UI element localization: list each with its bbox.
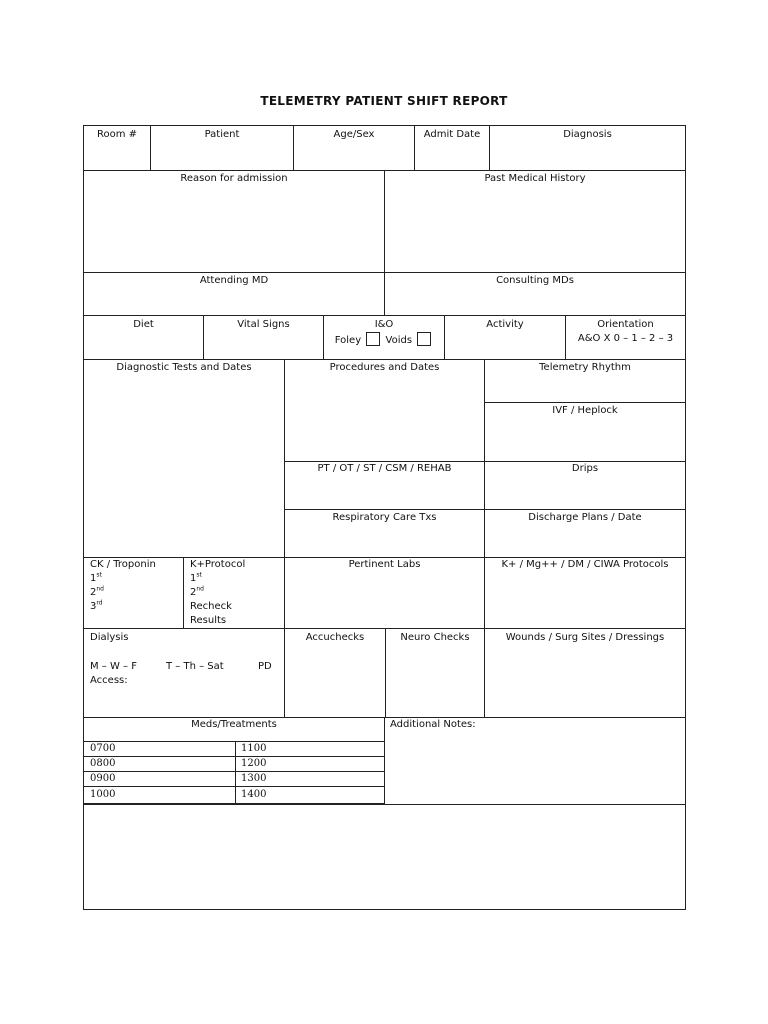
io-label: I&O bbox=[374, 319, 394, 330]
procedures-field[interactable] bbox=[284, 359, 485, 462]
attending-field[interactable] bbox=[83, 272, 385, 316]
telemetry-rhythm-field[interactable] bbox=[484, 359, 686, 403]
ck-troponin-field[interactable] bbox=[83, 557, 184, 629]
diagnostic-tests-label: Diagnostic Tests and Dates bbox=[116, 362, 252, 373]
meds-time-1000[interactable]: 1000 bbox=[83, 786, 236, 804]
consulting-field[interactable] bbox=[384, 272, 686, 316]
past-history-field[interactable] bbox=[384, 170, 686, 273]
orientation-label: Orientation bbox=[597, 319, 654, 330]
ck-troponin-label: CK / Troponin bbox=[90, 559, 156, 570]
age-sex-label: Age/Sex bbox=[333, 129, 375, 140]
therapy-label: PT / OT / ST / CSM / REHAB bbox=[317, 463, 452, 474]
additional-notes-field[interactable] bbox=[384, 717, 686, 805]
meds-time-1400[interactable]: 1400 bbox=[235, 786, 385, 804]
procedures-label: Procedures and Dates bbox=[329, 362, 440, 373]
diagnosis-label: Diagnosis bbox=[563, 129, 612, 140]
voids-label: Voids bbox=[385, 335, 413, 346]
discharge-label: Discharge Plans / Date bbox=[528, 512, 642, 523]
accuchecks-field[interactable] bbox=[284, 628, 386, 718]
pertinent-labs-field[interactable] bbox=[284, 557, 485, 629]
room-field[interactable] bbox=[83, 125, 151, 171]
admit-date-label: Admit Date bbox=[423, 129, 481, 140]
io-checkbox-row bbox=[324, 332, 444, 347]
orientation-field[interactable] bbox=[565, 315, 686, 360]
patient-field[interactable] bbox=[150, 125, 294, 171]
attending-label: Attending MD bbox=[199, 275, 269, 286]
protocols-field[interactable] bbox=[484, 557, 686, 629]
admit-date-field[interactable] bbox=[414, 125, 490, 171]
ck-second-label: 2nd bbox=[90, 585, 104, 598]
foley-checkbox[interactable] bbox=[366, 332, 380, 346]
diagnosis-field[interactable] bbox=[489, 125, 686, 171]
therapy-field[interactable] bbox=[284, 461, 485, 510]
diet-field[interactable] bbox=[83, 315, 204, 360]
respiratory-label: Respiratory Care Txs bbox=[332, 512, 437, 523]
drips-field[interactable] bbox=[484, 461, 686, 510]
additional-notes-label: Additional Notes: bbox=[390, 719, 476, 730]
age-sex-field[interactable] bbox=[293, 125, 415, 171]
dialysis-tts: T – Th – Sat bbox=[166, 661, 224, 672]
meds-time-0800[interactable]: 0800 bbox=[83, 756, 236, 772]
ivf-label: IVF / Heplock bbox=[552, 405, 618, 416]
vital-signs-label: Vital Signs bbox=[237, 319, 290, 330]
page-title: TELEMETRY PATIENT SHIFT REPORT bbox=[260, 94, 508, 108]
patient-label: Patient bbox=[204, 129, 240, 140]
room-label: Room # bbox=[96, 129, 138, 140]
results-label: Results bbox=[190, 615, 227, 626]
dialysis-field[interactable] bbox=[83, 628, 285, 718]
kprotocol-first-label: 1st bbox=[190, 571, 202, 584]
telemetry-rhythm-label: Telemetry Rhythm bbox=[539, 362, 631, 373]
meds-header: Meds/Treatments bbox=[191, 719, 277, 730]
io-field[interactable] bbox=[323, 315, 445, 360]
foley-label: Foley bbox=[334, 335, 362, 346]
neuro-checks-field[interactable] bbox=[385, 628, 485, 718]
voids-checkbox[interactable] bbox=[417, 332, 431, 346]
ao-scale: A&O X 0 – 1 – 2 – 3 bbox=[577, 333, 674, 344]
dialysis-access: Access: bbox=[90, 675, 128, 686]
ck-first-label: 1st bbox=[90, 571, 102, 584]
meds-time-0900[interactable]: 0900 bbox=[83, 771, 236, 787]
discharge-field[interactable] bbox=[484, 509, 686, 558]
consulting-label: Consulting MDs bbox=[496, 275, 574, 286]
diagnostic-tests-field[interactable] bbox=[83, 359, 285, 558]
ivf-field[interactable] bbox=[484, 402, 686, 462]
kprotocol-second-label: 2nd bbox=[190, 585, 204, 598]
pertinent-labs-label: Pertinent Labs bbox=[348, 559, 421, 570]
meds-time-1100[interactable]: 1100 bbox=[235, 741, 385, 757]
bottom-notes-area[interactable] bbox=[83, 804, 686, 910]
accuchecks-label: Accuchecks bbox=[305, 632, 365, 643]
vital-signs-field[interactable] bbox=[203, 315, 324, 360]
protocols-label: K+ / Mg++ / DM / CIWA Protocols bbox=[501, 559, 669, 570]
wounds-field[interactable] bbox=[484, 628, 686, 718]
diet-label: Diet bbox=[133, 319, 154, 330]
meds-time-1300[interactable]: 1300 bbox=[235, 771, 385, 787]
meds-header-cell bbox=[83, 717, 385, 742]
past-history-label: Past Medical History bbox=[484, 173, 586, 184]
reason-field[interactable] bbox=[83, 170, 385, 273]
recheck-label: Recheck bbox=[190, 601, 232, 612]
dialysis-pd: PD bbox=[258, 661, 272, 672]
dialysis-mwf: M – W – F bbox=[90, 661, 137, 672]
kprotocol-field[interactable] bbox=[183, 557, 285, 629]
neuro-checks-label: Neuro Checks bbox=[400, 632, 470, 643]
meds-time-1200[interactable]: 1200 bbox=[235, 756, 385, 772]
activity-field[interactable] bbox=[444, 315, 566, 360]
kprotocol-label: K+Protocol bbox=[190, 559, 246, 570]
respiratory-field[interactable] bbox=[284, 509, 485, 558]
activity-label: Activity bbox=[486, 319, 524, 330]
meds-time-0700[interactable]: 0700 bbox=[83, 741, 236, 757]
wounds-label: Wounds / Surg Sites / Dressings bbox=[505, 632, 665, 643]
ck-third-label: 3rd bbox=[90, 599, 103, 612]
dialysis-label: Dialysis bbox=[90, 632, 129, 643]
reason-label: Reason for admission bbox=[180, 173, 288, 184]
drips-label: Drips bbox=[571, 463, 599, 474]
